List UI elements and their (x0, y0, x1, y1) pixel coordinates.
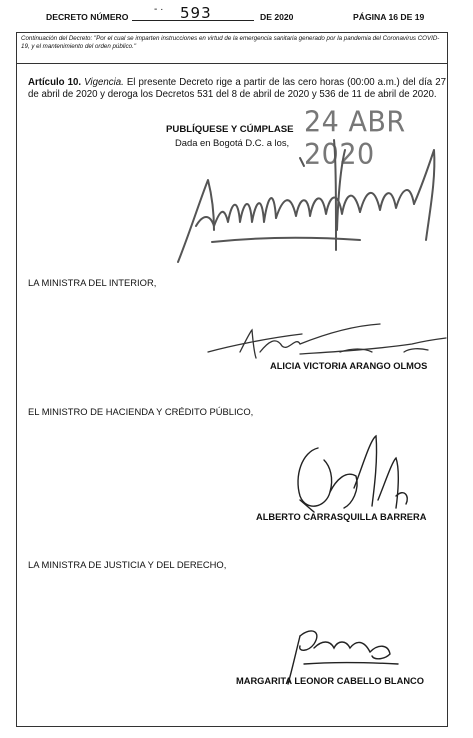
decree-number: 593 (180, 4, 212, 22)
publiquese-label: PUBLÍQUESE Y CÚMPLASE (166, 124, 294, 135)
header-dots: - · (154, 4, 164, 15)
dada-label: Dada en Bogotá D.C. a los, (175, 137, 290, 148)
role-interior: LA MINISTRA DEL INTERIOR, (28, 277, 157, 288)
article-body: El presente Decreto rige a partir de las cero horas (00:00 a.m.) del día 27 de abril de 2020 y deroga los Decretos 531 del 8 de abril de 2020 y 536 de 11 de abril de 2020. (28, 77, 446, 100)
name-hacienda: ALBERTO CARRASQUILLA BARRERA (256, 512, 427, 522)
article-title: Artículo 10. (28, 77, 82, 88)
name-justicia: MARGARITA LEONOR CABELLO BLANCO (236, 676, 424, 686)
continuation-note: Continuación del Decreto: "Por el cual se imparten instrucciones en virtud de la emergencia sanitaria generado por la pandemia del Coronavirus COVID-19, y el mantenimiento del orden público." (21, 35, 440, 51)
frame-separator (16, 63, 447, 64)
role-justicia: LA MINISTRA DE JUSTICIA Y DEL DERECHO, (28, 559, 227, 570)
stamp-date: 24 ABR 2020 (304, 106, 406, 172)
name-interior: ALICIA VICTORIA ARANGO OLMOS (270, 361, 428, 371)
article-subtitle: Vigencia. (84, 77, 124, 88)
decree-year: DE 2020 (260, 12, 294, 22)
role-hacienda: EL MINISTRO DE HACIENDA Y CRÉDITO PÚBLICO, (28, 406, 254, 417)
article-10 (28, 77, 446, 100)
page-indicator: PÁGINA 16 DE 19 (353, 12, 425, 22)
decreto-label: DECRETO NÚMERO (46, 12, 129, 22)
